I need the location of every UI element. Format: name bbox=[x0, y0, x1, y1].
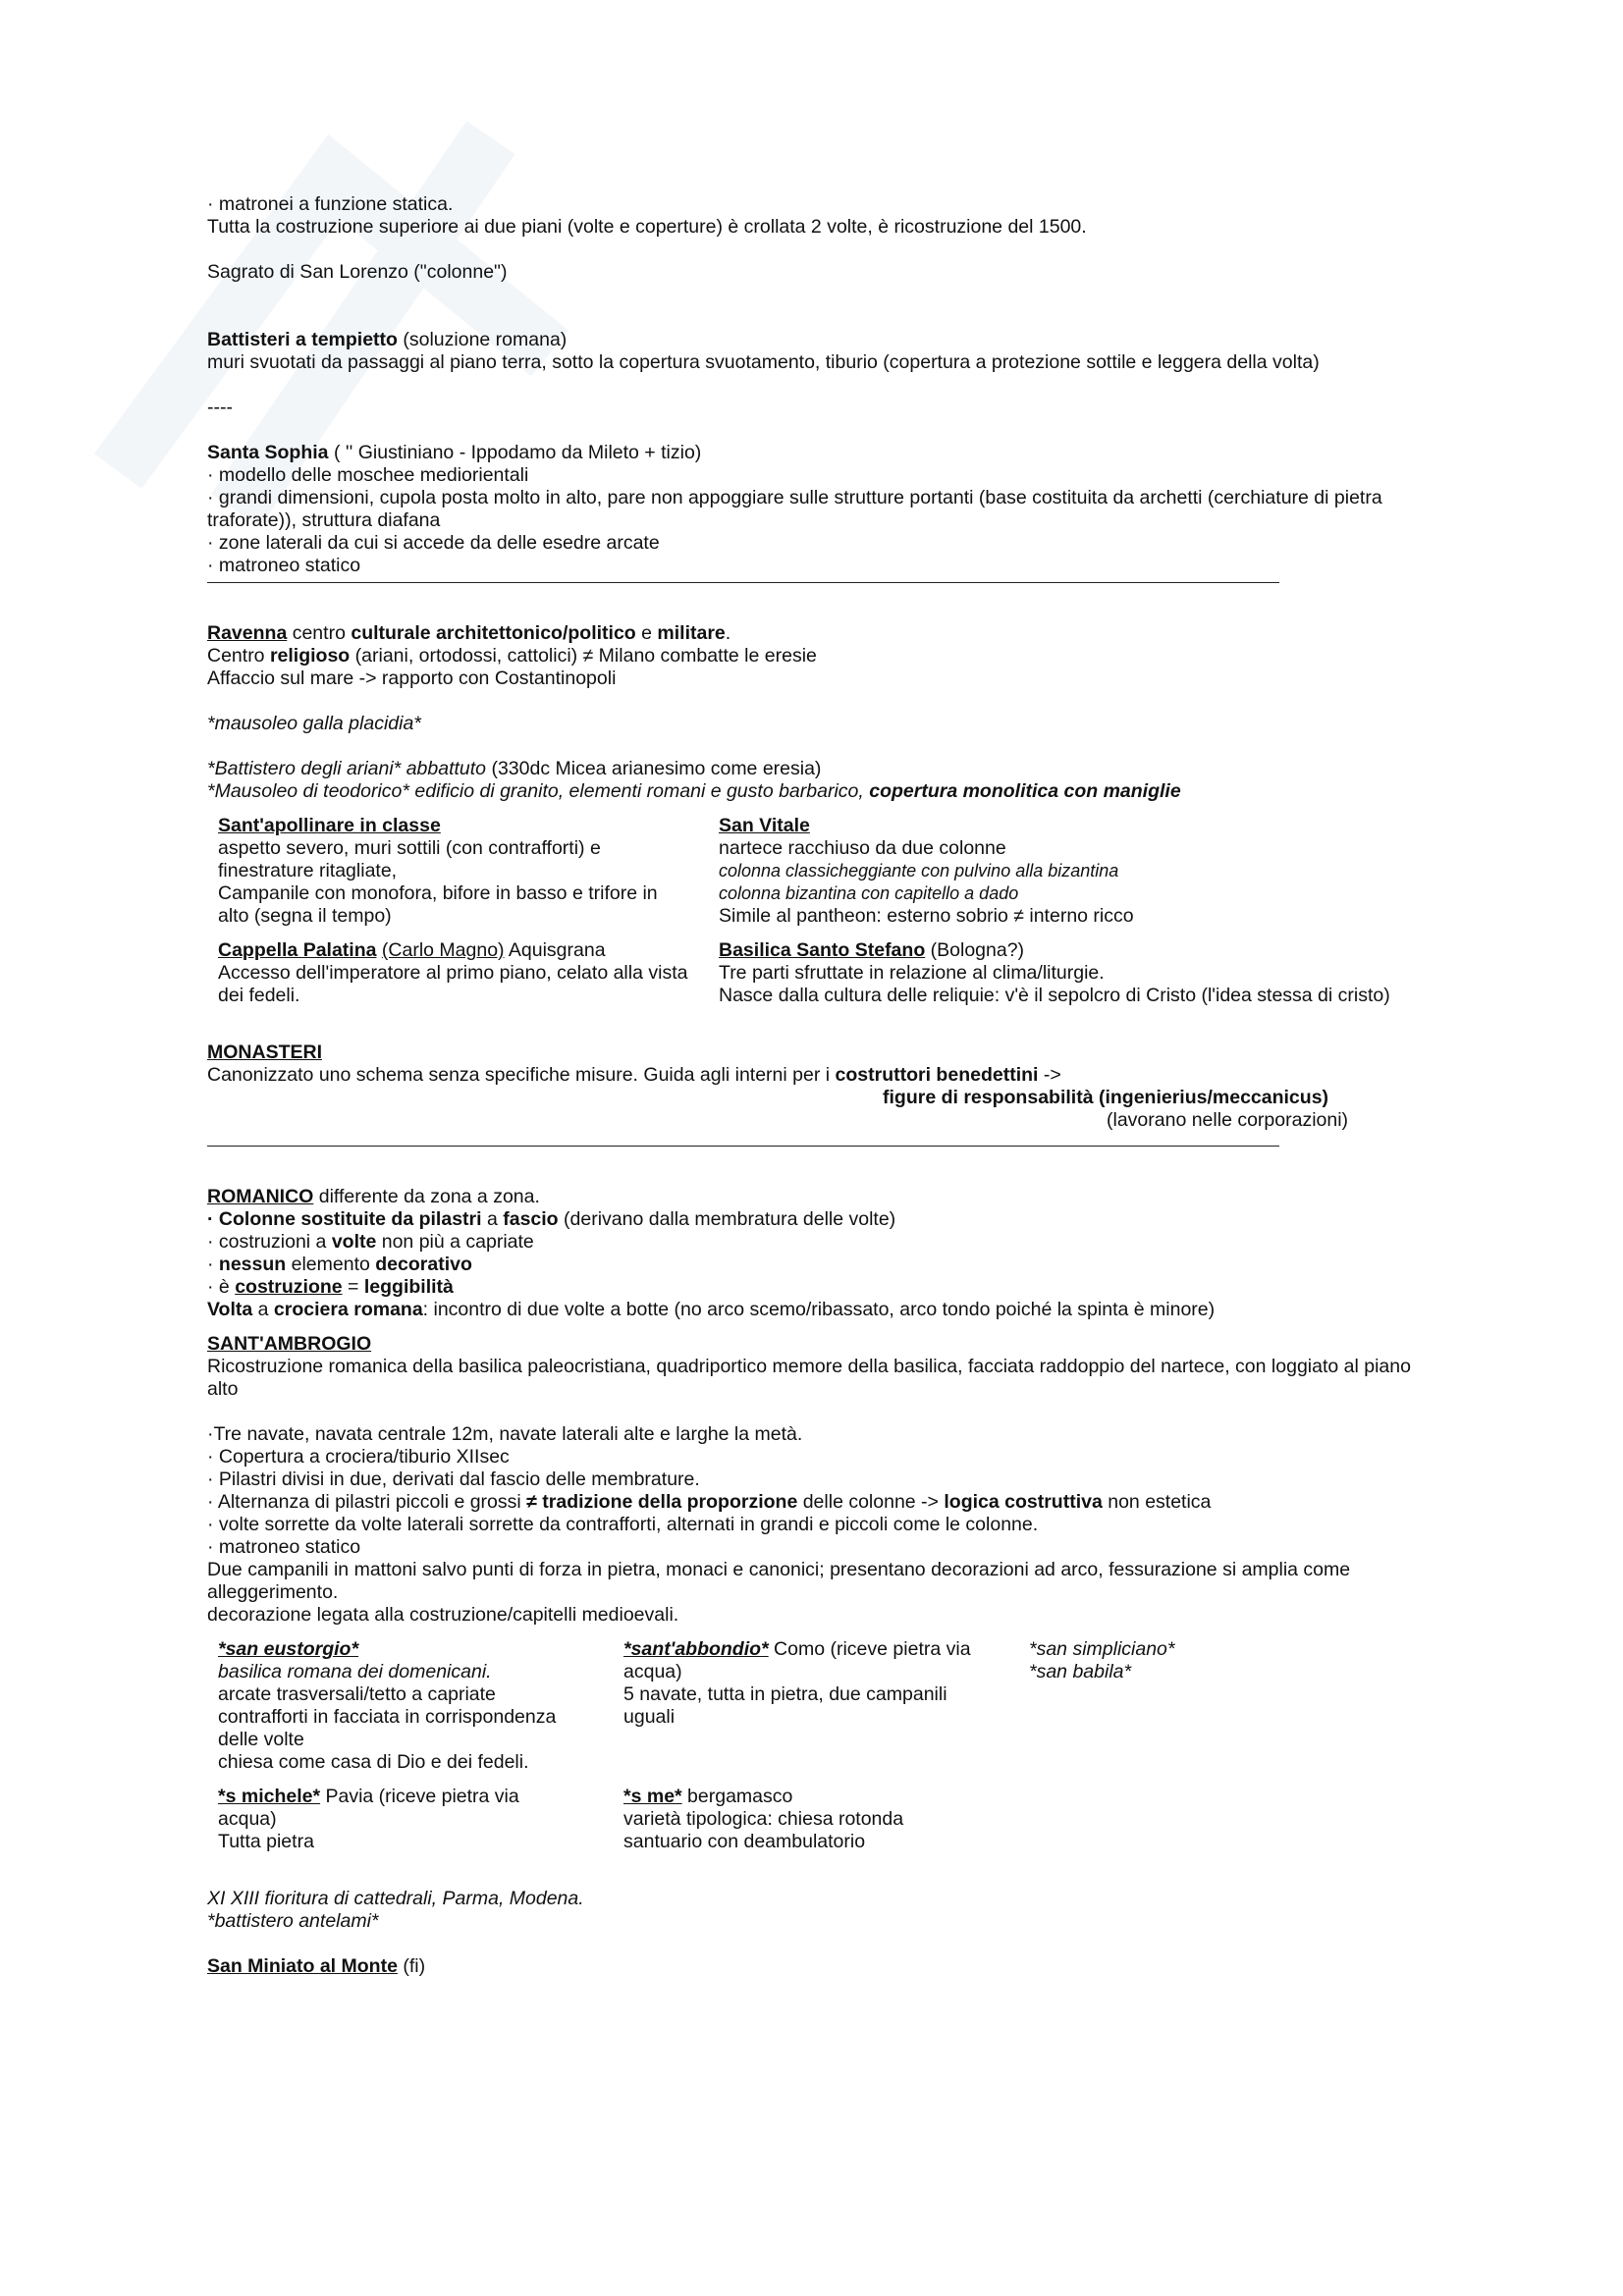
text-line: Sagrato di San Lorenzo ("colonne") bbox=[207, 261, 508, 283]
card-text: Accesso dell'imperatore al primo piano, celato alla vista dei fedeli. bbox=[218, 962, 688, 1006]
divider bbox=[207, 582, 1279, 583]
card-text: basilica romana dei domenicani. bbox=[218, 1661, 492, 1682]
card-san-vitale bbox=[719, 815, 1426, 1007]
list-item: · volte sorrette da volte laterali sorrette da contrafforti, alternati in grandi e piccoli come le colonne. bbox=[207, 1514, 1039, 1535]
ravenna-cards bbox=[218, 815, 1444, 1007]
list-item: ·Tre navate, navata centrale 12m, navate laterali alte e larghe la metà. bbox=[207, 1423, 803, 1445]
text-line: Tutta la costruzione superiore ai due piani (volte e coperture) è crollata 2 volte, è ricostruzione del 1500. bbox=[207, 216, 1087, 238]
card-title: *san simpliciano* bbox=[1029, 1638, 1175, 1660]
text-line: Centro religioso (ariani, ortodossi, cattolici) ≠ Milano combatte le eresie bbox=[207, 645, 817, 667]
card-title: *s me* bergamasco bbox=[623, 1786, 793, 1807]
list-item: · nessun elemento decorativo bbox=[207, 1254, 472, 1275]
card-text: nartece racchiuso da due colonne bbox=[719, 837, 1006, 859]
card-text: varietà tipologica: chiesa rotonda bbox=[623, 1808, 904, 1830]
monasteri-heading: MONASTERI bbox=[207, 1041, 322, 1063]
document-page bbox=[207, 193, 1444, 1978]
card-text: contrafforti in facciata in corrispondenza delle volte bbox=[218, 1706, 557, 1750]
list-item: · modello delle moschee mediorientali bbox=[207, 464, 529, 486]
card-title: *sant'abbondio* Como (riceve pietra via acqua) bbox=[623, 1638, 971, 1682]
card-sant-abbondio bbox=[623, 1638, 1029, 1853]
text-line: *mausoleo galla placidia* bbox=[207, 713, 421, 734]
text-line: *Battistero degli ariani* abbattuto (330dc Micea arianesimo come eresia) bbox=[207, 758, 822, 779]
text-line: XI XIII fioritura di cattedrali, Parma, Modena. bbox=[207, 1888, 584, 1909]
card-text: colonna classicheggiante con pulvino alla bizantina bbox=[719, 861, 1119, 881]
list-item: · Pilastri divisi in due, derivati dal fascio delle membrature. bbox=[207, 1468, 700, 1490]
card-title: Sant'apollinare in classe bbox=[218, 815, 441, 836]
card-sant-apollinare bbox=[218, 815, 719, 1007]
card-text: Tre parti sfruttate in relazione al clima/liturgie. bbox=[719, 962, 1105, 984]
card-text: 5 navate, tutta in pietra, due campanili uguali bbox=[623, 1683, 947, 1728]
card-title: San Vitale bbox=[719, 815, 810, 836]
list-item: · matroneo statico bbox=[207, 555, 361, 576]
card-text: arcate trasversali/tetto a capriate bbox=[218, 1683, 496, 1705]
text-line: (lavorano nelle corporazioni) bbox=[1107, 1109, 1349, 1131]
list-item: · Copertura a crociera/tiburio XIIsec bbox=[207, 1446, 510, 1468]
card-title: *san eustorgio* bbox=[218, 1638, 359, 1660]
card-text: Simile al pantheon: esterno sobrio ≠ interno ricco bbox=[719, 905, 1134, 927]
list-item: · zone laterali da cui si accede da delle esedre arcate bbox=[207, 532, 660, 554]
card-text: Nasce dalla cultura delle reliquie: v'è il sepolcro di Cristo (l'idea stessa di cristo) bbox=[719, 985, 1390, 1006]
card-title: *s michele* Pavia (riceve pietra via acqua) bbox=[218, 1786, 519, 1830]
text-line: decorazione legata alla costruzione/capitelli medioevali. bbox=[207, 1604, 679, 1626]
card-title: Basilica Santo Stefano (Bologna?) bbox=[719, 939, 1025, 961]
battisteri-desc: muri svuotati da passaggi al piano terra, sotto la copertura svuotamento, tiburio (copertura a protezione sottile e leggera della volta) bbox=[207, 351, 1320, 373]
card-title: Cappella Palatina (Carlo Magno) Aquisgrana bbox=[218, 939, 606, 961]
card-text: santuario con deambulatorio bbox=[623, 1831, 866, 1852]
list-item: · grandi dimensioni, cupola posta molto in alto, pare non appoggiare sulle strutture portanti (base costituita da archetti (cerchiature di pietra traforate)), struttura diafana bbox=[207, 487, 1382, 531]
card-text: Campanile con monofora, bifore in basso e trifore in alto (segna il tempo) bbox=[218, 882, 658, 927]
card-text: aspetto severo, muri sottili (con contrafforti) e finestrature ritagliate, bbox=[218, 837, 601, 881]
romanico-heading: ROMANICO differente da zona a zona. bbox=[207, 1186, 540, 1207]
text-line: *Mausoleo di teodorico* edificio di granito, elementi romani e gusto barbarico, copertura monolitica con maniglie bbox=[207, 780, 1181, 802]
card-text: chiesa come casa di Dio e dei fedeli. bbox=[218, 1751, 529, 1773]
list-item: · matroneo statico bbox=[207, 1536, 361, 1558]
santa-sophia-heading: Santa Sophia ( '' Giustiniano - Ippodamo da Mileto + tizio) bbox=[207, 442, 702, 463]
text-line: Ricostruzione romanica della basilica paleocristiana, quadriportico memore della basilica, facciata raddoppio del nartece, con loggiato al piano alto bbox=[207, 1356, 1411, 1400]
text-line: Volta a crociera romana: incontro di due volte a botte (no arco scemo/ribassato, arco tondo poiché la spinta è minore) bbox=[207, 1299, 1216, 1320]
card-san-eustorgio bbox=[218, 1638, 623, 1853]
list-item: · Alternanza di pilastri piccoli e grossi ≠ tradizione della proporzione delle colonne -> logica costruttiva non estetica bbox=[207, 1491, 1212, 1513]
separator-text: ---- bbox=[207, 397, 233, 418]
card-text: colonna bizantina con capitello a dado bbox=[719, 883, 1019, 903]
card-other-churches bbox=[1029, 1638, 1434, 1853]
text-line: Due campanili in mattoni salvo punti di forza in pietra, monaci e canonici; presentano decorazioni ad arco, fessurazione si amplia come alleggerimento. bbox=[207, 1559, 1351, 1603]
text-line: · matronei a funzione statica. bbox=[207, 193, 454, 215]
list-item: · è costruzione = leggibilità bbox=[207, 1276, 454, 1298]
battisteri-heading: Battisteri a tempietto (soluzione romana) bbox=[207, 329, 568, 350]
list-item: · costruzioni a volte non più a capriate bbox=[207, 1231, 534, 1253]
ravenna-heading: Ravenna centro culturale architettonico/politico e militare. bbox=[207, 622, 731, 644]
sant-ambrogio-heading: SANT'AMBROGIO bbox=[207, 1333, 372, 1355]
milano-cards bbox=[218, 1638, 1444, 1853]
text-line: figure di responsabilità (ingenierius/meccanicus) bbox=[883, 1087, 1329, 1108]
text-line: *battistero antelami* bbox=[207, 1910, 379, 1932]
card-text: Tutta pietra bbox=[218, 1831, 314, 1852]
card-title: *san babila* bbox=[1029, 1661, 1132, 1682]
text-line: Canonizzato uno schema senza specifiche misure. Guida agli interni per i costruttori benedettini -> bbox=[207, 1064, 1061, 1086]
text-line: Affaccio sul mare -> rapporto con Costantinopoli bbox=[207, 667, 617, 689]
divider bbox=[207, 1146, 1279, 1147]
san-miniato-heading: San Miniato al Monte (fi) bbox=[207, 1955, 426, 1977]
list-item: · Colonne sostituite da pilastri a fascio (derivano dalla membratura delle volte) bbox=[207, 1208, 896, 1230]
